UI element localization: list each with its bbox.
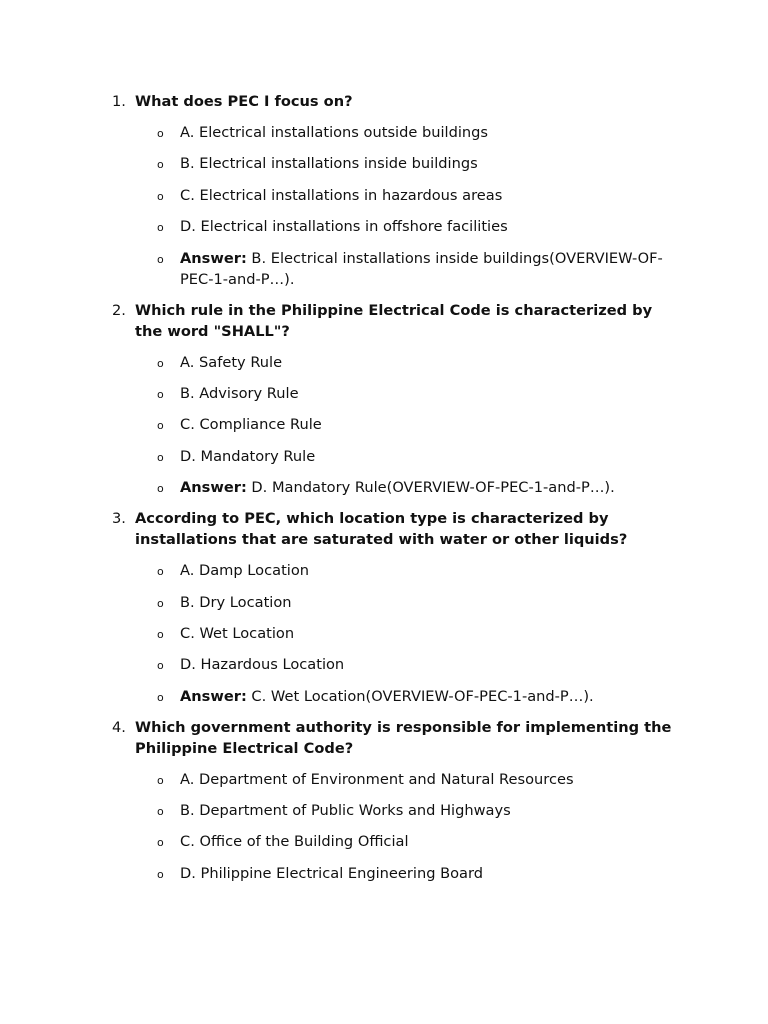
option-item: [135, 153, 682, 174]
answer-label: Answer:: [180, 479, 247, 497]
option-text: A. Electrical installations outside buildings: [180, 124, 489, 141]
question-number: 1.: [112, 93, 126, 110]
option-item: [135, 383, 682, 404]
hollow-bullet-icon: o: [157, 867, 164, 881]
option-text: A. Damp Location: [180, 562, 310, 580]
answer-item: [135, 477, 682, 498]
question-text: Which government authority is responsible for implementing the Philippine Electrical Code?: [135, 718, 672, 757]
answer-label: Answer:: [180, 687, 247, 705]
hollow-bullet-icon: o: [157, 419, 164, 433]
option-text: D. Mandatory Rule: [180, 447, 316, 465]
option-item: [135, 122, 682, 143]
hollow-bullet-icon: o: [157, 450, 164, 464]
option-list: [135, 560, 682, 707]
answer-text: C. Wet Location(OVERVIEW-OF-PEC-1-and-P…).: [246, 687, 594, 705]
option-list: [135, 352, 682, 499]
option-text: B. Electrical installations inside buildings: [180, 155, 478, 173]
question-item: [112, 91, 682, 290]
option-text: C. Wet Location: [180, 624, 295, 642]
option-item: [135, 414, 682, 435]
hollow-bullet-icon: o: [157, 805, 164, 819]
option-item: [135, 216, 682, 237]
question-item: [112, 717, 682, 884]
hollow-bullet-icon: o: [157, 158, 164, 172]
hollow-bullet-icon: o: [157, 221, 164, 235]
option-item: [135, 560, 682, 581]
option-list: [135, 122, 682, 290]
option-item: [135, 831, 682, 852]
option-text: D. Hazardous Location: [180, 656, 345, 674]
hollow-bullet-icon: o: [157, 252, 164, 266]
question-number: 3.: [112, 510, 126, 528]
option-item: [135, 769, 682, 790]
option-text: C. Compliance Rule: [180, 416, 322, 434]
hollow-bullet-icon: o: [157, 596, 164, 610]
option-text: D. Philippine Electrical Engineering Board: [180, 864, 483, 882]
hollow-bullet-icon: o: [157, 659, 164, 673]
option-item: [135, 446, 682, 467]
hollow-bullet-icon: o: [157, 627, 164, 641]
option-text: B. Dry Location: [180, 593, 292, 611]
question-text: Which rule in the Philippine Electrical Code is characterized by the word "SHALL"?: [135, 301, 653, 340]
question-list: [112, 91, 682, 894]
hollow-bullet-icon: o: [157, 127, 164, 140]
hollow-bullet-icon: o: [157, 189, 164, 203]
option-text: B. Department of Public Works and Highways: [180, 802, 511, 820]
question-text: What does PEC I focus on?: [135, 93, 353, 110]
question-text: According to PEC, which location type is characterized by installations that are saturated with water or other liquids?: [135, 510, 628, 549]
option-item: [135, 863, 682, 884]
option-item: [135, 623, 682, 644]
answer-label: Answer:: [180, 249, 247, 267]
hollow-bullet-icon: o: [157, 387, 164, 401]
hollow-bullet-icon: o: [157, 356, 164, 370]
hollow-bullet-icon: o: [157, 773, 164, 787]
option-text: B. Advisory Rule: [180, 384, 299, 402]
question-item: [112, 508, 682, 707]
hollow-bullet-icon: o: [157, 565, 164, 579]
option-text: C. Electrical installations in hazardous areas: [180, 186, 503, 204]
option-item: [135, 800, 682, 821]
hollow-bullet-icon: o: [157, 690, 164, 704]
option-item: [135, 592, 682, 613]
hollow-bullet-icon: o: [157, 482, 164, 496]
answer-text: B. Electrical installations inside buildings(OVERVIEW-OF-PEC-1-and-P…).: [180, 249, 663, 288]
answer-item: [135, 248, 682, 290]
question-number: 2.: [112, 301, 126, 319]
question-item: [112, 300, 682, 499]
option-text: A. Department of Environment and Natural Resources: [180, 770, 574, 788]
option-item: [135, 654, 682, 675]
option-list: [135, 769, 682, 884]
answer-text: D. Mandatory Rule(OVERVIEW-OF-PEC-1-and-P…).: [246, 479, 615, 497]
hollow-bullet-icon: o: [157, 836, 164, 850]
option-item: [135, 185, 682, 206]
option-text: A. Safety Rule: [180, 353, 283, 371]
option-text: D. Electrical installations in offshore facilities: [180, 218, 508, 236]
answer-item: [135, 686, 682, 707]
option-text: C. Office of the Building Official: [180, 833, 409, 851]
option-item: [135, 352, 682, 373]
question-number: 4.: [112, 718, 126, 736]
